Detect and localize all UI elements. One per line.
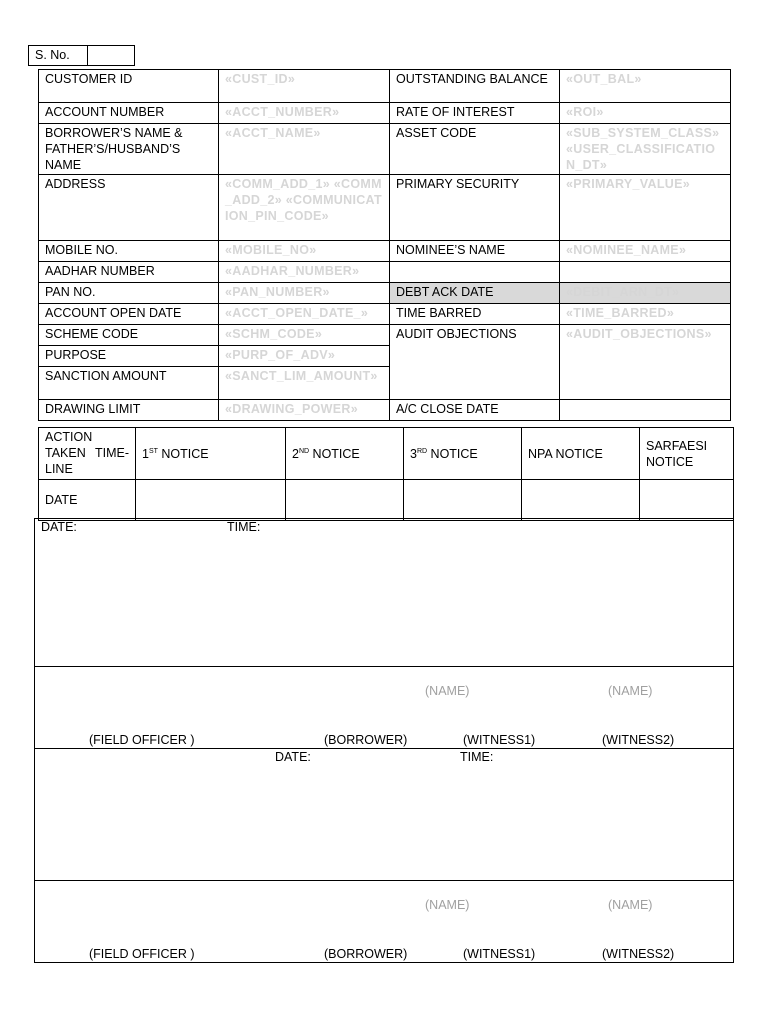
rate-of-interest-value: «ROI» xyxy=(560,103,731,124)
pan-no-value: «PAN_NUMBER» xyxy=(219,283,390,304)
ac-close-date-value xyxy=(560,400,731,421)
sarfaesi-notice-header: SARFAESI NOTICE xyxy=(640,428,734,480)
address-label: ADDRESS xyxy=(39,175,219,241)
primary-security-label: PRIMARY SECURITY xyxy=(390,175,560,241)
account-number-value: «ACCT_NUMBER» xyxy=(219,103,390,124)
nominee-name-label: NOMINEE’S NAME xyxy=(390,241,560,262)
customer-id-label: CUSTOMER ID xyxy=(39,70,219,103)
scheme-code-label: SCHEME CODE xyxy=(39,325,219,346)
first-notice-header: 1ST NOTICE xyxy=(136,428,286,480)
aadhar-number-label: AADHAR NUMBER xyxy=(39,262,219,283)
primary-security-value: «PRIMARY_VALUE» xyxy=(560,175,731,241)
empty-label-cell xyxy=(390,262,560,283)
aadhar-number-value: «AADHAR_NUMBER» xyxy=(219,262,390,283)
table-row xyxy=(39,103,731,124)
action-taken-header: ACTION TAKEN TIME-LINE xyxy=(39,428,136,480)
borrower-name-label: BORROWER’S NAME & FATHER’S/HUSBAND’S NAME xyxy=(39,124,219,175)
drawing-limit-label: DRAWING LIMIT xyxy=(39,400,219,421)
visit-1-notes-box[interactable] xyxy=(34,518,734,667)
witness2-name-placeholder: (NAME) xyxy=(608,898,653,912)
visit-1-date-label: DATE: xyxy=(41,520,77,534)
date-row-label: DATE xyxy=(39,480,136,521)
sanction-amount-label: SANCTION AMOUNT xyxy=(39,367,219,400)
second-notice-header: 2ND NOTICE xyxy=(286,428,404,480)
second-notice-date[interactable] xyxy=(286,480,404,521)
serial-number-label: S. No. xyxy=(35,48,70,62)
borrower-label: (BORROWER) xyxy=(324,733,408,747)
address-value: «COMM_ADD_1» «COMM_ADD_2» «COMMUNICATION_PIN_CODE» xyxy=(219,175,390,241)
npa-notice-header: NPA NOTICE xyxy=(522,428,640,480)
mobile-no-label: MOBILE NO. xyxy=(39,241,219,262)
purpose-value: «PURP_OF_ADV» xyxy=(219,346,390,367)
visit-2-date-label: DATE: xyxy=(275,750,311,764)
visit-2-signature-box xyxy=(34,880,734,963)
rate-of-interest-label: RATE OF INTEREST xyxy=(390,103,560,124)
visit-2-notes-box[interactable] xyxy=(34,748,734,881)
time-barred-value: «TIME_BARRED» xyxy=(560,304,731,325)
table-row xyxy=(39,325,731,346)
outstanding-balance-value: «OUT_BAL» xyxy=(560,70,731,103)
account-open-date-value: «ACCT_OPEN_DATE_» xyxy=(219,304,390,325)
empty-value-cell xyxy=(560,262,731,283)
sanction-amount-value: «SANCT_LIM_AMOUNT» xyxy=(219,367,390,400)
nominee-name-value: «NOMINEE_NAME» xyxy=(560,241,731,262)
witness1-name-placeholder: (NAME) xyxy=(425,898,470,912)
borrower-label: (BORROWER) xyxy=(324,947,408,961)
account-number-label: ACCOUNT NUMBER xyxy=(39,103,219,124)
witness1-name-placeholder: (NAME) xyxy=(425,684,470,698)
field-officer-label: (FIELD OFFICER ) xyxy=(89,733,195,747)
customer-info-table xyxy=(38,69,731,421)
visit-2-time-label: TIME: xyxy=(460,750,494,764)
asset-code-label: ASSET CODE xyxy=(390,124,560,175)
table-row xyxy=(39,304,731,325)
table-row xyxy=(39,262,731,283)
table-row xyxy=(39,124,731,175)
table-row xyxy=(39,283,731,304)
first-notice-date[interactable] xyxy=(136,480,286,521)
table-row xyxy=(39,428,734,480)
scheme-code-value: «SCHM_CODE» xyxy=(219,325,390,346)
witness2-name-placeholder: (NAME) xyxy=(608,684,653,698)
npa-notice-date[interactable] xyxy=(522,480,640,521)
table-row xyxy=(39,175,731,241)
action-timeline-table xyxy=(38,427,734,521)
asset-code-value: «SUB_SYSTEM_CLASS» «USER_CLASSIFICATION_DT» xyxy=(560,124,731,175)
table-row xyxy=(39,70,731,103)
visit-1-signature-box xyxy=(34,666,734,749)
witness2-label: (WITNESS2) xyxy=(602,947,675,961)
audit-objections-value: «AUDIT_OBJECTIONS» xyxy=(560,325,731,400)
serial-number-box xyxy=(28,45,135,66)
third-notice-date[interactable] xyxy=(404,480,522,521)
ac-close-date-label: A/C CLOSE DATE xyxy=(390,400,560,421)
drawing-limit-value: «DRAWING_POWER» xyxy=(219,400,390,421)
account-open-date-label: ACCOUNT OPEN DATE xyxy=(39,304,219,325)
time-barred-label: TIME BARRED xyxy=(390,304,560,325)
debt-ack-date-value: «DEBIT_ARN_DT» xyxy=(560,283,731,304)
witness1-label: (WITNESS1) xyxy=(463,733,536,747)
borrower-name-value: «ACCT_NAME» xyxy=(219,124,390,175)
visit-1-time-label: TIME: xyxy=(227,520,261,534)
third-notice-header: 3RD NOTICE xyxy=(404,428,522,480)
mobile-no-value: «MOBILE_NO» xyxy=(219,241,390,262)
sarfaesi-notice-date[interactable] xyxy=(640,480,734,521)
outstanding-balance-label: OUTSTANDING BALANCE xyxy=(390,70,560,103)
field-officer-label: (FIELD OFFICER ) xyxy=(89,947,195,961)
pan-no-label: PAN NO. xyxy=(39,283,219,304)
customer-id-value: «CUST_ID» xyxy=(219,70,390,103)
table-row xyxy=(39,400,731,421)
witness1-label: (WITNESS1) xyxy=(463,947,536,961)
table-row xyxy=(39,480,734,521)
table-row xyxy=(39,241,731,262)
purpose-label: PURPOSE xyxy=(39,346,219,367)
debt-ack-date-label: DEBT ACK DATE xyxy=(390,283,560,304)
witness2-label: (WITNESS2) xyxy=(602,733,675,747)
audit-objections-label: AUDIT OBJECTIONS xyxy=(390,325,560,400)
